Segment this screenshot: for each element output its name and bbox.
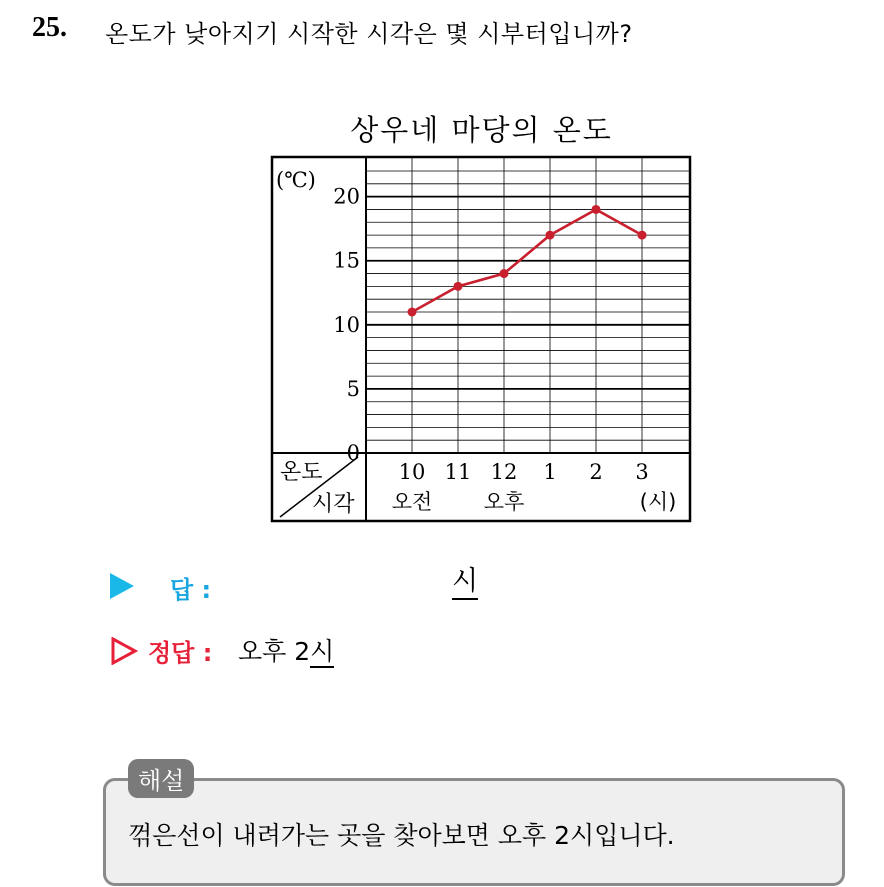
question-number: 25. [32,12,67,43]
data-point [592,205,601,214]
data-point [454,282,463,291]
x-unit-label: (시) [639,490,677,514]
x-tick-label: 10 [398,460,426,484]
x-tick-label: 2 [589,460,603,484]
x-tick-label: 3 [635,460,649,484]
y-unit-label: (℃) [276,168,316,192]
data-point [546,231,555,240]
correct-answer-label: 정답 : [148,639,213,667]
correct-answer-unit: 시 [310,637,335,666]
corner-label-time: 시각 [312,492,355,517]
correct-answer-arrow-icon [110,637,138,665]
y-tick-label: 20 [333,184,360,209]
period-label: 오후 [483,490,525,514]
answer-label: 답 : [170,576,212,604]
period-label: 오전 [391,490,433,514]
corner-label-temperature: 온도 [280,460,323,485]
y-tick-label: 10 [333,312,360,337]
correct-answer-value: 오후 2 [238,637,311,666]
answer-unit: 시 [452,566,478,600]
answer-arrow-icon [110,573,134,599]
data-point [638,231,647,240]
data-point [500,269,509,278]
chart-frame [272,157,690,521]
x-tick-label: 11 [444,460,472,484]
x-tick-label: 1 [543,460,557,484]
question-text: 온도가 낮아지기 시작한 시각은 몇 시부터입니까? [105,20,633,48]
x-tick-label: 12 [490,460,518,484]
temperature-line-chart [270,155,692,523]
explanation-text: 꺾은선이 내려가는 곳을 찾아보면 오후 2시입니다. [128,821,675,850]
chart-title: 상우네 마당의 온도 [350,113,613,147]
data-point [408,308,417,317]
y-tick-label: 0 [346,441,360,465]
y-tick-label: 15 [333,248,360,273]
explanation-tag: 해설 [128,759,194,798]
correct-answer [238,632,334,668]
y-tick-label: 5 [346,376,360,401]
